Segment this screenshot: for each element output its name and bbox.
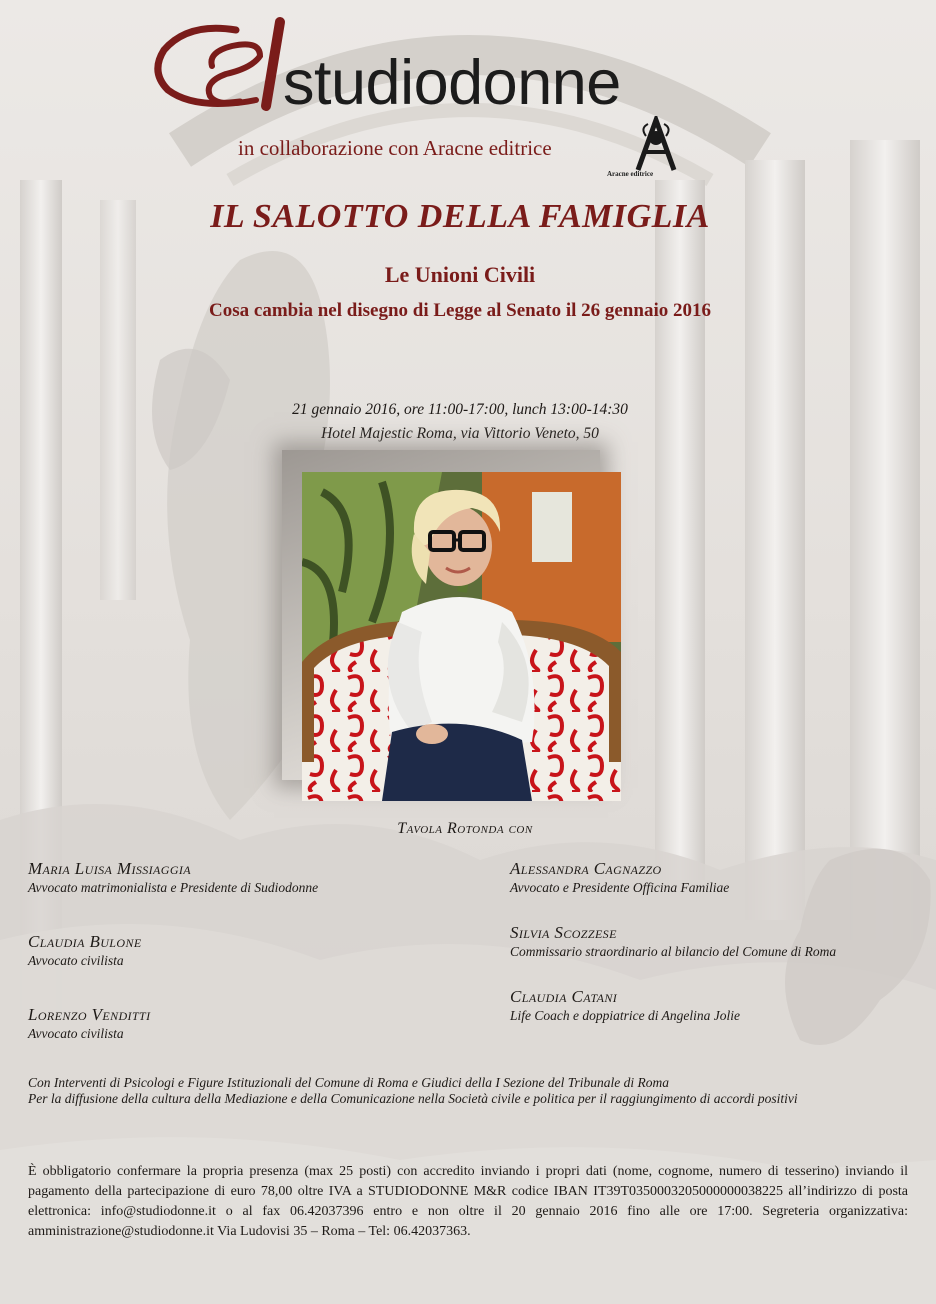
speaker-name: Maria Luisa Missiaggia xyxy=(28,859,192,878)
speaker-name: Claudia Catani xyxy=(510,987,618,1006)
event-subtitle: Le Unioni Civili xyxy=(384,262,536,287)
publisher-caption: Aracne editrice xyxy=(607,170,654,178)
panel-heading: Tavola Rotonda con xyxy=(397,820,533,837)
speaker-role: Avvocato civilista xyxy=(28,953,124,968)
speaker-role: Avvocato e Presidente Officina Familiae xyxy=(510,880,730,895)
speaker-block xyxy=(28,1005,151,1043)
event-title: IL SALOTTO DELLA FAMIGLIA xyxy=(210,198,710,235)
speaker-block xyxy=(510,859,729,897)
studiodonne-logo-icon xyxy=(148,16,298,112)
speaker-role: Avvocato civilista xyxy=(28,1026,124,1041)
speaker-name: Alessandra Cagnazzo xyxy=(510,859,662,878)
event-topic: Cosa cambia nel disegno di Legge al Senato il 26 gennaio 2016 xyxy=(209,300,711,321)
speaker-block xyxy=(510,987,740,1025)
registration-info: È obbligatorio confermare la propria presenza (max 25 posti) con accredito inviando i propri dati (nome, cognome, numero di tesserino) inviando il pagamento della partecipazione di euro 78,00 oltre IVA a STUDIODONNE M&R codice IBAN IT39T0350003205000000038225 all’indirizzo di posta elettronica: info@studiodonne.it o al fax 06.42037396 entro e non oltre il 20 gennaio 2016 fino alle ore 17:00. Segreteria organizzativa: amministrazione@studiodonne.it Via Ludovisi 35 – Roma – Tel: 06.42037363. xyxy=(28,1164,908,1239)
speaker-block xyxy=(28,859,318,897)
speaker-role: Commissario straordinario al bilancio del Comune di Roma xyxy=(510,944,837,959)
event-details xyxy=(0,398,920,446)
speaker-role: Avvocato matrimonialista e Presidente di Sudiodonne xyxy=(28,880,319,895)
speaker-block xyxy=(28,932,142,970)
speaker-name: Lorenzo Venditti xyxy=(28,1005,151,1024)
speaker-name: Silvia Scozzese xyxy=(510,923,617,942)
event-venue: Hotel Majestic Roma, via Vittorio Veneto, 50 xyxy=(321,425,599,442)
brand-name: studiodonne xyxy=(283,48,621,118)
aracne-logo-icon xyxy=(634,116,678,172)
speaker-block xyxy=(510,923,836,961)
additional-notes xyxy=(28,1075,908,1107)
speaker-role: Life Coach e doppiatrice di Angelina Jolie xyxy=(510,1008,740,1023)
notes-line: Con Interventi di Psicologi e Figure Istituzionali del Comune di Roma e Giudici della I Sezione del Tribunale di Roma xyxy=(28,1075,670,1090)
collaboration-line: in collaborazione con Aracne editrice xyxy=(238,136,552,160)
notes-line: Per la diffusione della cultura della Mediazione e della Comunicazione nella Società civile e politica per il raggiungimento di accordi positivi xyxy=(28,1091,798,1106)
event-date-time: 21 gennaio 2016, ore 11:00-17:00, lunch 13:00-14:30 xyxy=(292,401,628,418)
speaker-name: Claudia Bulone xyxy=(28,932,142,951)
speaker-photo xyxy=(302,472,621,801)
